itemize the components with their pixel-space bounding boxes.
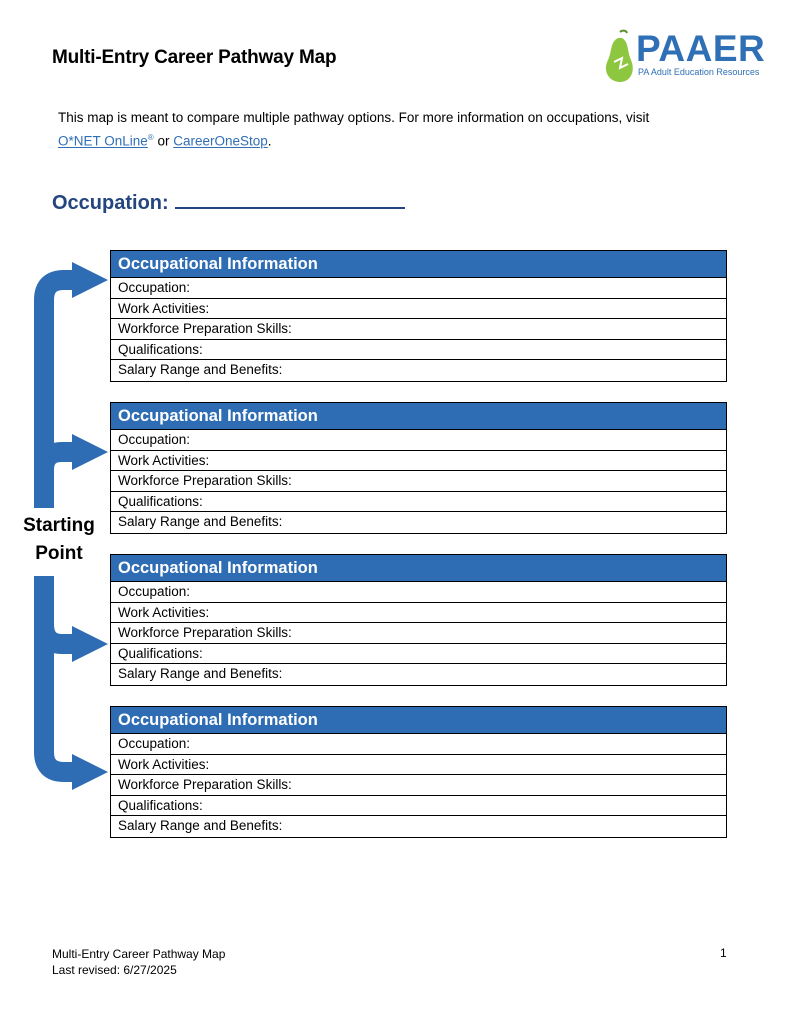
arrow-to-card-2 (44, 452, 76, 470)
logo-tagline: PA Adult Education Resources (638, 67, 760, 77)
qualifications-row[interactable]: Qualifications: (111, 492, 726, 513)
work-activities-row[interactable]: Work Activities: (111, 755, 726, 776)
workforce-prep-skills-row[interactable]: Workforce Preparation Skills: (111, 623, 726, 644)
salary-benefits-row[interactable]: Salary Range and Benefits: (118, 362, 283, 377)
occupational-info-card-4 (110, 706, 727, 838)
careeronestop-link[interactable]: CareerOneStop (173, 133, 268, 149)
salary-benefits-row[interactable]: Salary Range and Benefits: (118, 666, 283, 681)
occupation-label: Occupation: (52, 192, 169, 214)
logo-wordmark: PAAER (636, 28, 766, 69)
registered-mark: ® (147, 133, 154, 142)
intro-connector: or (153, 133, 174, 149)
card-header: Occupational Information (111, 555, 726, 582)
card-header: Occupational Information (111, 707, 726, 734)
card-header: Occupational Information (111, 251, 726, 278)
page-title: Multi-Entry Career Pathway Map (52, 47, 337, 68)
occupation-row[interactable]: Occupation: (111, 582, 726, 603)
arrow-head-4 (72, 754, 108, 790)
footer-revised-date: Last revised: 6/27/2025 (52, 963, 177, 977)
arrow-head-3 (72, 626, 108, 662)
arrow-to-card-1 (44, 280, 76, 508)
page-number: 1 (720, 946, 727, 960)
occupation-row[interactable]: Occupation: (111, 430, 726, 451)
workforce-prep-skills-row[interactable]: Workforce Preparation Skills: (111, 319, 726, 340)
occupational-info-card-1 (110, 250, 727, 382)
card-header: Occupational Information (111, 403, 726, 430)
salary-benefits-row[interactable]: Salary Range and Benefits: (118, 514, 283, 529)
work-activities-row[interactable]: Work Activities: (111, 603, 726, 624)
intro-period: . (267, 133, 272, 149)
arrow-to-card-4 (44, 576, 76, 772)
workforce-prep-skills-row[interactable]: Workforce Preparation Skills: (111, 775, 726, 796)
starting-point-label (14, 512, 104, 568)
intro-text: This map is meant to compare multiple pathway options. For more information on occupations, visit (58, 110, 650, 125)
footer-doc-title: Multi-Entry Career Pathway Map (52, 947, 226, 961)
arrow-head-1 (72, 262, 108, 298)
onet-online-link[interactable]: O*NET OnLine (58, 133, 148, 149)
occupational-info-card-3 (110, 554, 727, 686)
starting-word: Starting (23, 515, 95, 536)
point-word: Point (35, 543, 83, 564)
qualifications-row[interactable]: Qualifications: (111, 340, 726, 361)
work-activities-row[interactable]: Work Activities: (111, 451, 726, 472)
arrow-head-2 (72, 434, 108, 470)
occupation-row[interactable]: Occupation: (111, 278, 726, 299)
qualifications-row[interactable]: Qualifications: (111, 644, 726, 665)
qualifications-row[interactable]: Qualifications: (111, 796, 726, 817)
arrow-to-card-3 (44, 624, 76, 644)
work-activities-row[interactable]: Work Activities: (111, 299, 726, 320)
footer (52, 946, 225, 978)
salary-benefits-row[interactable]: Salary Range and Benefits: (118, 818, 283, 833)
workforce-prep-skills-row[interactable]: Workforce Preparation Skills: (111, 471, 726, 492)
occupation-row[interactable]: Occupation: (111, 734, 726, 755)
occupational-info-card-2 (110, 402, 727, 534)
